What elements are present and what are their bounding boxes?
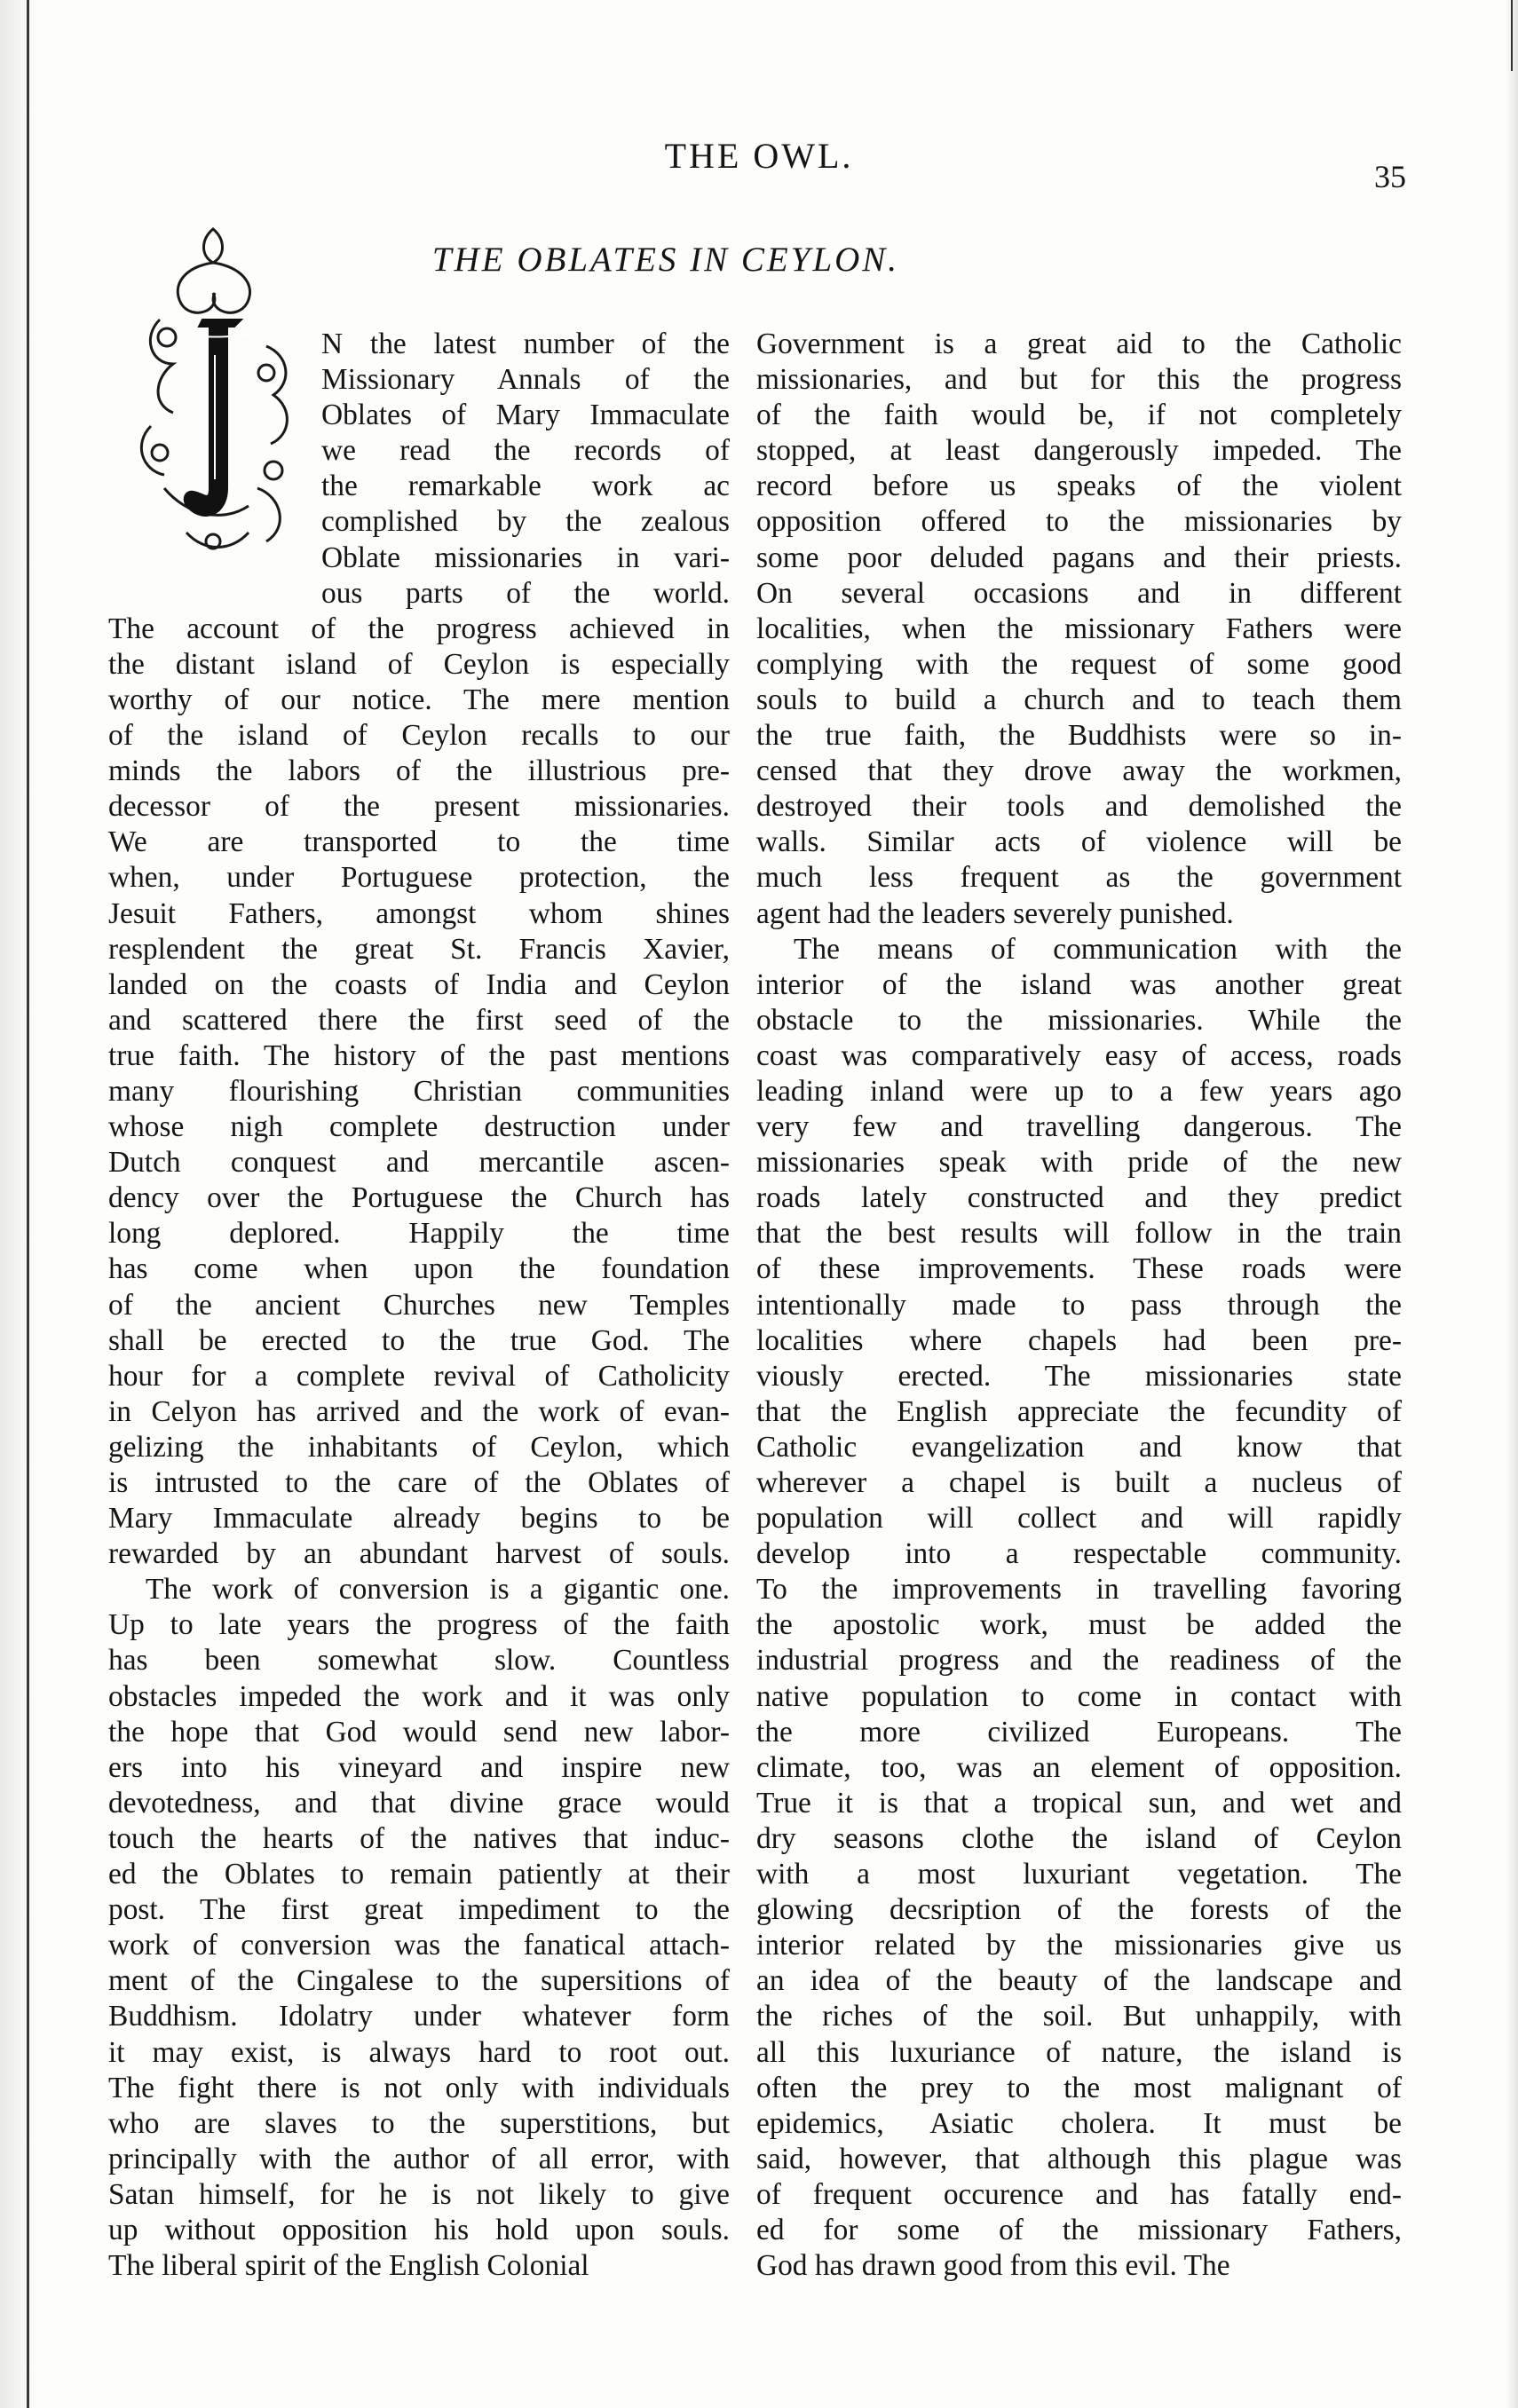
- text-line: The account of the progress achieved in: [108, 612, 730, 645]
- running-head: THE OWL.: [664, 136, 854, 176]
- text-line: dency over the Portuguese the Church has: [108, 1181, 730, 1215]
- text-line: The means of communication with the: [794, 932, 1402, 966]
- text-line: The fight there is not only with individuals: [108, 2071, 730, 2104]
- text-line: resplendent the great St. Francis Xavier,: [108, 932, 730, 966]
- text-line: shall be erected to the true God. The: [108, 1323, 730, 1357]
- text-line: Dutch conquest and mercantile ascen-: [108, 1146, 730, 1180]
- text-line: interior related by the missionaries give us: [756, 1929, 1402, 1962]
- text-line: rewarded by an abundant harvest of souls.: [108, 1537, 730, 1571]
- text-line: develop into a respectable community.: [756, 1537, 1402, 1571]
- text-line: very few and travelling dangerous. The: [756, 1110, 1402, 1144]
- text-line: that the English appreciate the fecundity of: [756, 1394, 1402, 1428]
- text-line: Up to late years the progress of the faith: [108, 1608, 730, 1642]
- text-line: the remarkable work ac: [321, 470, 730, 503]
- page-edge-shadow: [1506, 0, 1518, 2408]
- text-line: epidemics, Asiatic cholera. It must be: [756, 2106, 1402, 2140]
- text-line: Catholic evangelization and know that: [756, 1430, 1402, 1464]
- left-column: [108, 327, 730, 2284]
- text-line: we read the records of: [321, 434, 730, 468]
- text-line: Oblate missionaries in vari-: [321, 541, 730, 574]
- text-line: the hope that God would send new labor-: [108, 1715, 730, 1749]
- text-line: roads lately constructed and they predict: [756, 1181, 1402, 1215]
- text-line: Government is a great aid to the Catholic: [756, 328, 1402, 360]
- text-line: ous parts of the world.: [321, 576, 730, 610]
- text-line: the distant island of Ceylon is especially: [108, 647, 730, 681]
- text-line: post. The first great impediment to the: [108, 1893, 730, 1927]
- text-line: devotedness, and that divine grace would: [108, 1786, 730, 1820]
- text-line: ers into his vineyard and inspire new: [108, 1750, 730, 1784]
- text-line: ment of the Cingalese to the supersitions of: [108, 1964, 730, 1998]
- text-line: true faith. The history of the past mentions: [108, 1038, 730, 1072]
- text-line: who are slaves to the superstitions, but: [108, 2106, 730, 2140]
- text-line: localities, when the missionary Fathers were: [756, 612, 1402, 645]
- text-line: opposition offered to the missionaries by: [756, 505, 1402, 539]
- text-line: when, under Portuguese protection, the: [108, 861, 730, 895]
- text-line: principally with the author of all error, with: [108, 2142, 730, 2175]
- text-line: the apostolic work, must be added the: [756, 1608, 1402, 1642]
- page-edge-rule: [1511, 0, 1513, 71]
- text-line: glowing decsription of the forests of the: [756, 1893, 1402, 1927]
- binding-rule: [27, 0, 29, 2408]
- text-line: an idea of the beauty of the landscape and: [756, 1964, 1402, 1998]
- text-line: The liberal spirit of the English Colonial: [108, 2249, 589, 2283]
- text-line: record before us speaks of the violent: [756, 470, 1402, 503]
- text-line: up without opposition his hold upon souls.: [108, 2213, 730, 2246]
- text-line: viously erected. The missionaries state: [756, 1359, 1402, 1393]
- text-line: souls to build a church and to teach them: [756, 683, 1402, 716]
- text-line: the more civilized Europeans. The: [756, 1715, 1402, 1749]
- text-line: God has drawn good from this evil. The: [756, 2249, 1230, 2283]
- text-line: has been somewhat slow. Countless: [108, 1644, 730, 1678]
- text-line: Satan himself, for he is not likely to give: [108, 2177, 730, 2211]
- text-line: has come when upon the foundation: [108, 1252, 730, 1286]
- text-line: N the latest number of the: [321, 328, 730, 360]
- text-line: To the improvements in travelling favoring: [756, 1573, 1402, 1607]
- text-line: and scattered there the first seed of the: [108, 1003, 730, 1037]
- text-line: of the ancient Churches new Temples: [108, 1288, 730, 1322]
- text-line: all this luxuriance of nature, the island is: [756, 2035, 1402, 2069]
- text-line: complying with the request of some good: [756, 647, 1402, 681]
- text-line: is intrusted to the care of the Oblates of: [108, 1466, 730, 1499]
- text-line: True it is that a tropical sun, and wet and: [756, 1786, 1402, 1820]
- text-line: coast was comparatively easy of access, roads: [756, 1038, 1402, 1072]
- text-line: population will collect and will rapidly: [756, 1502, 1402, 1536]
- text-line: Missionary Annals of the: [321, 363, 730, 397]
- text-line: of the faith would be, if not completely: [756, 399, 1402, 432]
- text-line: decessor of the present missionaries.: [108, 790, 730, 824]
- page-number: 35: [1374, 159, 1406, 194]
- text-line: that the best results will follow in the train: [756, 1217, 1402, 1251]
- text-line: We are transported to the time: [108, 825, 730, 859]
- text-line: some poor deluded pagans and their priests.: [756, 541, 1402, 574]
- text-line: intentionally made to pass through the: [756, 1288, 1402, 1322]
- text-line: censed that they drove away the workmen,: [756, 754, 1402, 788]
- text-line: On several occasions and in different: [756, 576, 1402, 610]
- text-line: in Celyon has arrived and the work of evan-: [108, 1394, 730, 1428]
- article-title: THE OBLATES IN CEYLON.: [431, 241, 900, 279]
- text-line: of frequent occurence and has fatally end-: [756, 2177, 1402, 2211]
- text-line: interior of the island was another great: [756, 967, 1402, 1001]
- text-line: of the island of Ceylon recalls to our: [108, 719, 730, 753]
- text-line: often the prey to the most malignant of: [756, 2071, 1402, 2104]
- text-line: ed the Oblates to remain patiently at their: [108, 1858, 730, 1891]
- text-line: ed for some of the missionary Fathers,: [756, 2213, 1402, 2246]
- text-line: agent had the leaders severely punished.: [756, 896, 1234, 930]
- text-line: wherever a chapel is built a nucleus of: [756, 1466, 1402, 1499]
- text-line: long deplored. Happily the time: [108, 1217, 730, 1251]
- text-line: complished by the zealous: [321, 505, 730, 539]
- text-line: it may exist, is always hard to root out.: [108, 2035, 730, 2069]
- text-line: climate, too, was an element of opposition.: [756, 1750, 1402, 1784]
- text-line: Oblates of Mary Immaculate: [321, 399, 730, 432]
- text-line: much less frequent as the government: [756, 861, 1402, 895]
- text-line: destroyed their tools and demolished the: [756, 790, 1402, 824]
- text-line: worthy of our notice. The mere mention: [108, 683, 730, 716]
- text-line: industrial progress and the readiness of the: [756, 1644, 1402, 1678]
- text-line: the riches of the soil. But unhappily, with: [756, 2000, 1402, 2033]
- text-line: walls. Similar acts of violence will be: [756, 825, 1402, 859]
- text-line: whose nigh complete destruction under: [108, 1110, 730, 1144]
- text-line: leading inland were up to a few years ago: [756, 1074, 1402, 1108]
- text-line: obstacle to the missionaries. While the: [756, 1003, 1402, 1037]
- text-line: Jesuit Fathers, amongst whom shines: [108, 896, 730, 930]
- text-line: the true faith, the Buddhists were so in-: [756, 719, 1402, 753]
- text-line: dry seasons clothe the island of Ceylon: [756, 1821, 1402, 1855]
- text-line: obstacles impeded the work and it was only: [108, 1679, 730, 1713]
- text-line: The work of conversion is a gigantic one.: [146, 1573, 730, 1607]
- text-line: many flourishing Christian communities: [108, 1074, 730, 1108]
- text-line: missionaries, and but for this the progress: [756, 363, 1402, 397]
- text-line: stopped, at least dangerously impeded. The: [756, 434, 1402, 468]
- page-binding-shadow: [0, 0, 39, 2408]
- text-line: Buddhism. Idolatry under whatever form: [108, 2000, 730, 2033]
- text-line: localities where chapels had been pre-: [756, 1323, 1402, 1357]
- text-line: minds the labors of the illustrious pre-: [108, 754, 730, 788]
- text-line: landed on the coasts of India and Ceylon: [108, 967, 730, 1001]
- text-line: gelizing the inhabitants of Ceylon, which: [108, 1430, 730, 1464]
- text-line: of these improvements. These roads were: [756, 1252, 1402, 1286]
- text-line: said, however, that although this plague was: [756, 2142, 1402, 2175]
- text-line: Mary Immaculate already begins to be: [108, 1502, 730, 1536]
- text-line: native population to come in contact with: [756, 1679, 1402, 1713]
- right-column: [756, 327, 1402, 2284]
- text-line: with a most luxuriant vegetation. The: [756, 1858, 1402, 1891]
- text-line: hour for a complete revival of Catholicity: [108, 1359, 730, 1393]
- text-line: work of conversion was the fanatical attach-: [108, 1929, 730, 1962]
- text-line: missionaries speak with pride of the new: [756, 1146, 1402, 1180]
- text-line: touch the hearts of the natives that induc-: [108, 1821, 730, 1855]
